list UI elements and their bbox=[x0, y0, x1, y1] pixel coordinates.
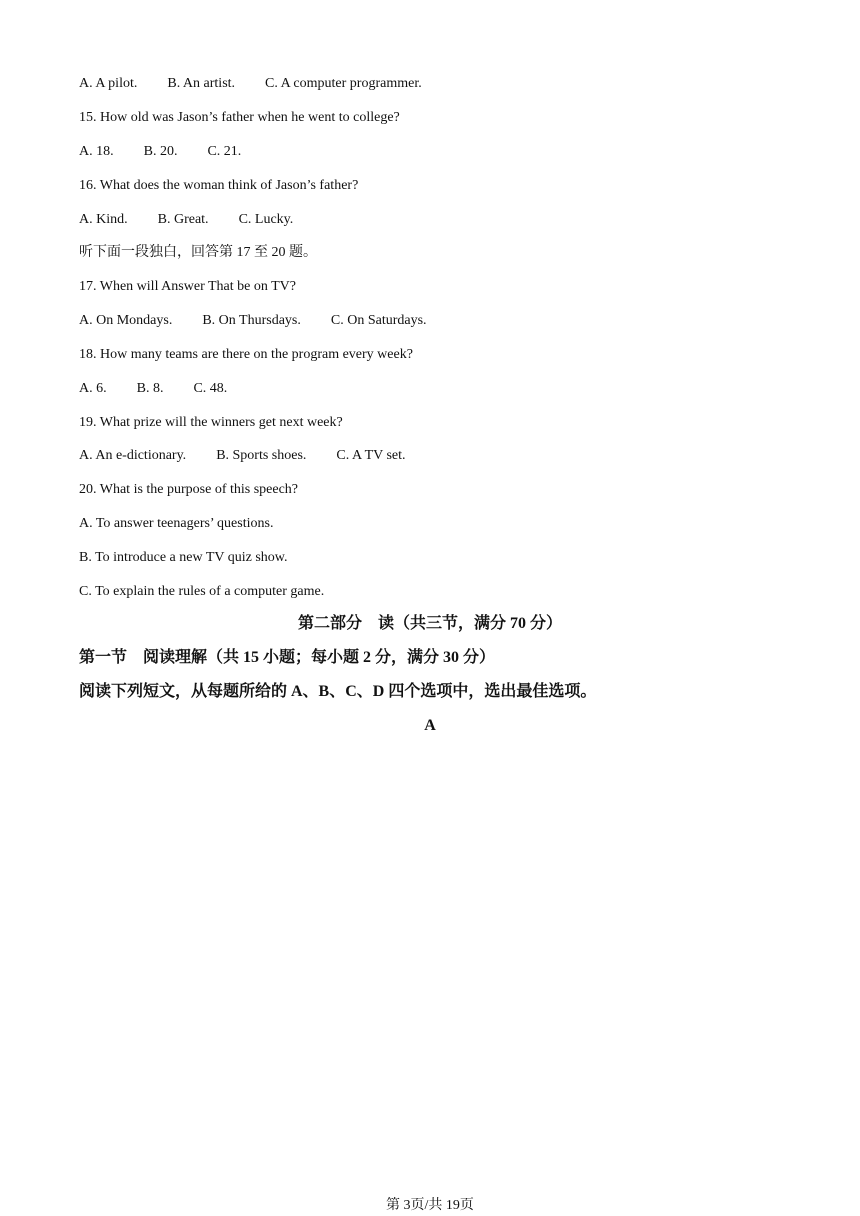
q16-option-a: A. Kind. bbox=[79, 212, 128, 227]
monologue-instruction: 听下面一段独白，回答第 17 至 20 题。 bbox=[79, 245, 317, 260]
q17-question: 17. When will Answer That be on TV? bbox=[79, 279, 296, 294]
part-two-heading: 第二部分 读（共三节，满分 70 分） bbox=[297, 615, 562, 632]
q19-option-a: A. An e-dictionary. bbox=[79, 448, 187, 463]
q19-question: 19. What prize will the winners get next week? bbox=[79, 415, 343, 430]
q18-option-a: A. 6. bbox=[79, 381, 107, 396]
q19-options bbox=[79, 447, 406, 465]
q14-option-b: B. An artist. bbox=[167, 76, 236, 91]
q20-question: 20. What is the purpose of this speech? bbox=[79, 482, 299, 497]
q17-option-c: C. On Saturdays. bbox=[330, 313, 427, 328]
q18-options bbox=[79, 380, 227, 398]
q20-option-a: A. To answer teenagers’ questions. bbox=[79, 516, 274, 531]
q15-option-c: C. 21. bbox=[207, 144, 242, 159]
q17-option-a: A. On Mondays. bbox=[79, 313, 173, 328]
q14-option-a: A. A pilot. bbox=[79, 76, 138, 91]
q18-question: 18. How many teams are there on the program every week? bbox=[79, 347, 413, 362]
reading-instruction: 阅读下列短文，从每题所给的 A、B、C、D 四个选项中，选出最佳选项。 bbox=[79, 683, 597, 700]
q16-question: 16. What does the woman think of Jason’s father? bbox=[79, 178, 359, 193]
q18-option-b: B. 8. bbox=[136, 381, 164, 396]
q14-options bbox=[79, 75, 422, 93]
q17-options bbox=[79, 312, 427, 330]
q18-option-c: C. 48. bbox=[193, 381, 228, 396]
q19-option-b: B. Sports shoes. bbox=[216, 448, 307, 463]
q20-option-b: B. To introduce a new TV quiz show. bbox=[79, 550, 288, 565]
q16-option-b: B. Great. bbox=[157, 212, 209, 227]
q15-option-b: B. 20. bbox=[143, 144, 178, 159]
q20-option-c: C. To explain the rules of a computer game. bbox=[79, 584, 325, 599]
passage-label: A bbox=[424, 717, 436, 734]
q16-option-c: C. Lucky. bbox=[238, 212, 294, 227]
section-one-heading: 第一节 阅读理解（共 15 小题；每小题 2 分，满分 30 分） bbox=[79, 649, 496, 666]
q17-option-b: B. On Thursdays. bbox=[202, 313, 301, 328]
q15-question: 15. How old was Jason’s father when he went to college? bbox=[79, 110, 400, 125]
q14-option-c: C. A computer programmer. bbox=[265, 76, 422, 91]
q15-option-a: A. 18. bbox=[79, 144, 114, 159]
page-footer: 第 3页/共 19页 bbox=[386, 1198, 474, 1213]
q19-option-c: C. A TV set. bbox=[336, 448, 406, 463]
q16-options bbox=[79, 211, 293, 229]
q15-options bbox=[79, 143, 241, 161]
